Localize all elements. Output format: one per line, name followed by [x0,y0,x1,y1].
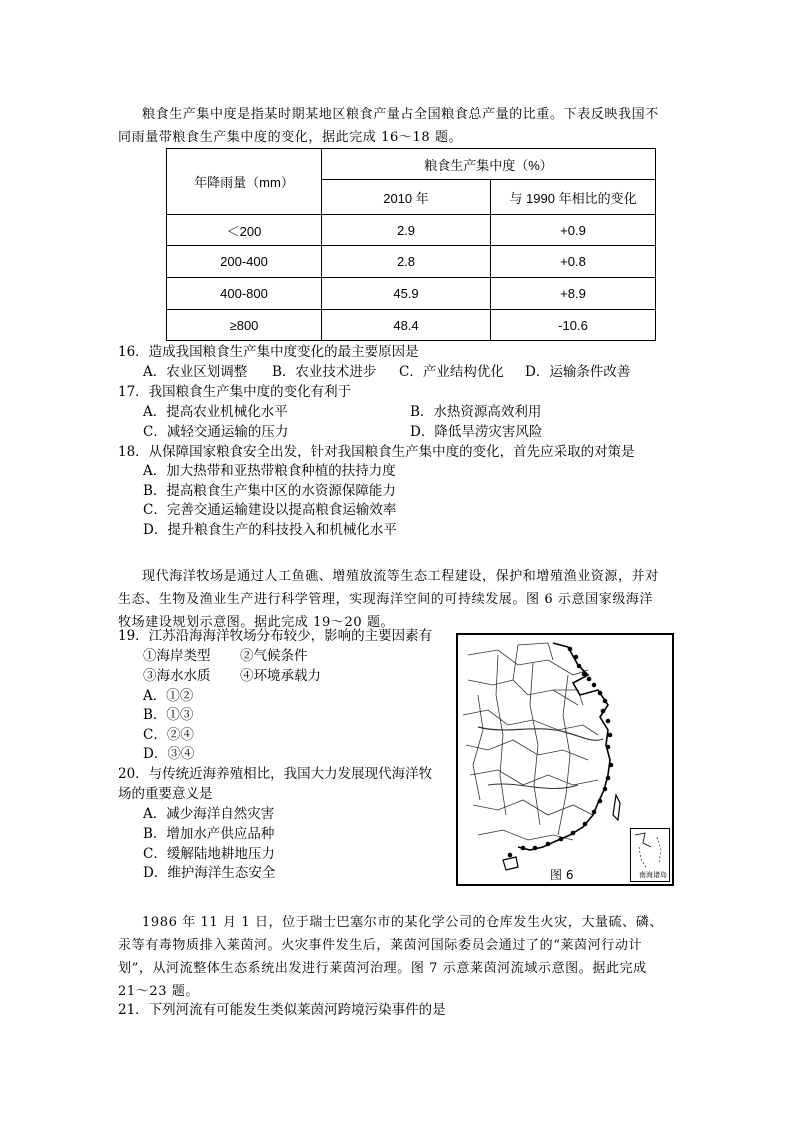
intro-grain [118,103,684,149]
question-18-option-b[interactable]: B．提高粮食生产集中区的水资源保障能力 [143,483,396,499]
question-17-option-b[interactable]: B．水热资源高效利用 [410,404,542,420]
question-20-option-c[interactable]: C．缓解陆地耕地压力 [143,846,275,862]
question-21-stem: 21．下列河流有可能发生类似莱茵河跨境污染事件的是 [118,1002,446,1018]
question-18-stem: 18．从保障国家粮食安全出发，针对我国粮食生产集中度的变化，首先应采取的对策是 [118,444,635,460]
intro-rhine [118,911,684,1003]
cell-rain: ＜200 [167,215,322,246]
cell-change: -10.6 [491,310,656,341]
factor-2: ②气候条件 [240,648,308,664]
question-20-option-b[interactable]: B．增加水产供应品种 [143,826,275,842]
question-20-option-d[interactable]: D．维护海洋生态安全 [143,865,276,881]
table-row [167,246,656,278]
question-16-option-b[interactable]: B．农业技术进步 [272,364,377,380]
intro-line: 现代海洋牧场是通过人工鱼礁、增殖放流等生态工程建设，保护和增殖渔业资源，并对 [142,569,659,584]
question-16-stem: 16．造成我国粮食生产集中度变化的最主要原因是 [118,344,419,360]
cell-change: +0.8 [491,246,656,278]
cell-2010: 45.9 [322,278,491,310]
table-row [167,215,656,246]
intro-line: 同雨量带粮食生产集中度的变化，据此完成 16～18 题。 [118,130,463,145]
cell-2010: 2.9 [322,215,491,246]
table-row [167,278,656,310]
inset-label: 南海诸岛 [639,871,667,879]
question-18-option-c[interactable]: C．完善交通运输建设以提高粮食运输效率 [143,502,397,518]
intro-line: 划”，从河流整体生态系统出发进行莱茵河治理。图 7 示意莱茵河流域示意图。据此完成 [118,961,647,976]
question-18-option-a[interactable]: A．加大热带和亚热带粮食种植的扶持力度 [143,463,396,479]
factor-4: ④环境承载力 [240,668,321,684]
question-16-option-c[interactable]: C．产业结构优化 [399,364,504,380]
question-16-option-a[interactable]: A．农业区划调整 [143,364,248,380]
question-18-option-d[interactable]: D．提升粮食生产的科技投入和机械化水平 [143,522,397,538]
table-row [167,310,656,341]
question-20-stem: 20．与传统近海养殖相比，我国大力发展现代海洋牧 [118,766,433,782]
intro-ocean-ranch [118,565,684,634]
cell-2010: 2.8 [322,246,491,278]
south-china-sea-inset [630,828,670,882]
cell-rain: 400-800 [167,278,322,310]
question-17-option-c[interactable]: C．减轻交通运输的压力 [143,424,289,440]
header-rainfall: 年降雨量（mm） [167,149,322,215]
header-change: 与 1990 年相比的变化 [491,180,656,215]
question-17-option-d[interactable]: D．降低旱涝灾害风险 [410,424,543,440]
intro-line: 1986 年 11 月 1 日，位于瑞士巴塞尔市的某化学公司的仓库发生火灾，大量硫、磷、 [142,915,663,930]
figure-6-map [456,633,674,886]
intro-line: 汞等有毒物质排入莱茵河。火灾事件发生后，莱茵河国际委员会通过了的“莱茵河行动计 [118,938,643,953]
cell-rain: 200-400 [167,246,322,278]
grain-concentration-table [166,148,656,341]
figure-6-caption: 图 6 [550,868,574,882]
intro-line: 生态、生物及渔业生产进行科学管理，实现海洋空间的可持续发展。图 6 示意国家级海洋 [118,592,654,607]
question-19-option-c[interactable]: C．②④ [143,727,194,743]
question-19-option-d[interactable]: D．③④ [143,746,195,762]
question-20-option-a[interactable]: A．减少海洋自然灾害 [143,806,275,822]
header-concentration: 粮食生产集中度（%） [322,149,656,180]
factor-1: ①海岸类型 [143,648,211,664]
intro-line: 牧场建设规划示意图。据此完成 19～20 题。 [118,615,395,630]
question-19-stem: 19．江苏沿海海洋牧场分布较少，影响的主要因素有 [118,628,433,644]
intro-line: 21～23 题。 [118,984,200,999]
question-17-option-a[interactable]: A．提高农业机械化水平 [143,404,288,420]
intro-line: 粮食生产集中度是指某时期某地区粮食产量占全国粮食总产量的比重。下表反映我国不 [142,107,659,122]
factor-3: ③海水水质 [143,668,211,684]
question-19-option-b[interactable]: B．①③ [143,707,194,723]
question-20-stem-cont: 场的重要意义是 [118,786,213,802]
header-2010: 2010 年 [322,180,491,215]
cell-rain: ≥800 [167,310,322,341]
question-16-option-d[interactable]: D．运输条件改善 [525,364,631,380]
cell-change: +8.9 [491,278,656,310]
question-19-option-a[interactable]: A．①② [143,688,194,704]
cell-2010: 48.4 [322,310,491,341]
cell-change: +0.9 [491,215,656,246]
question-17-stem: 17．我国粮食生产集中度的变化有利于 [118,384,352,400]
